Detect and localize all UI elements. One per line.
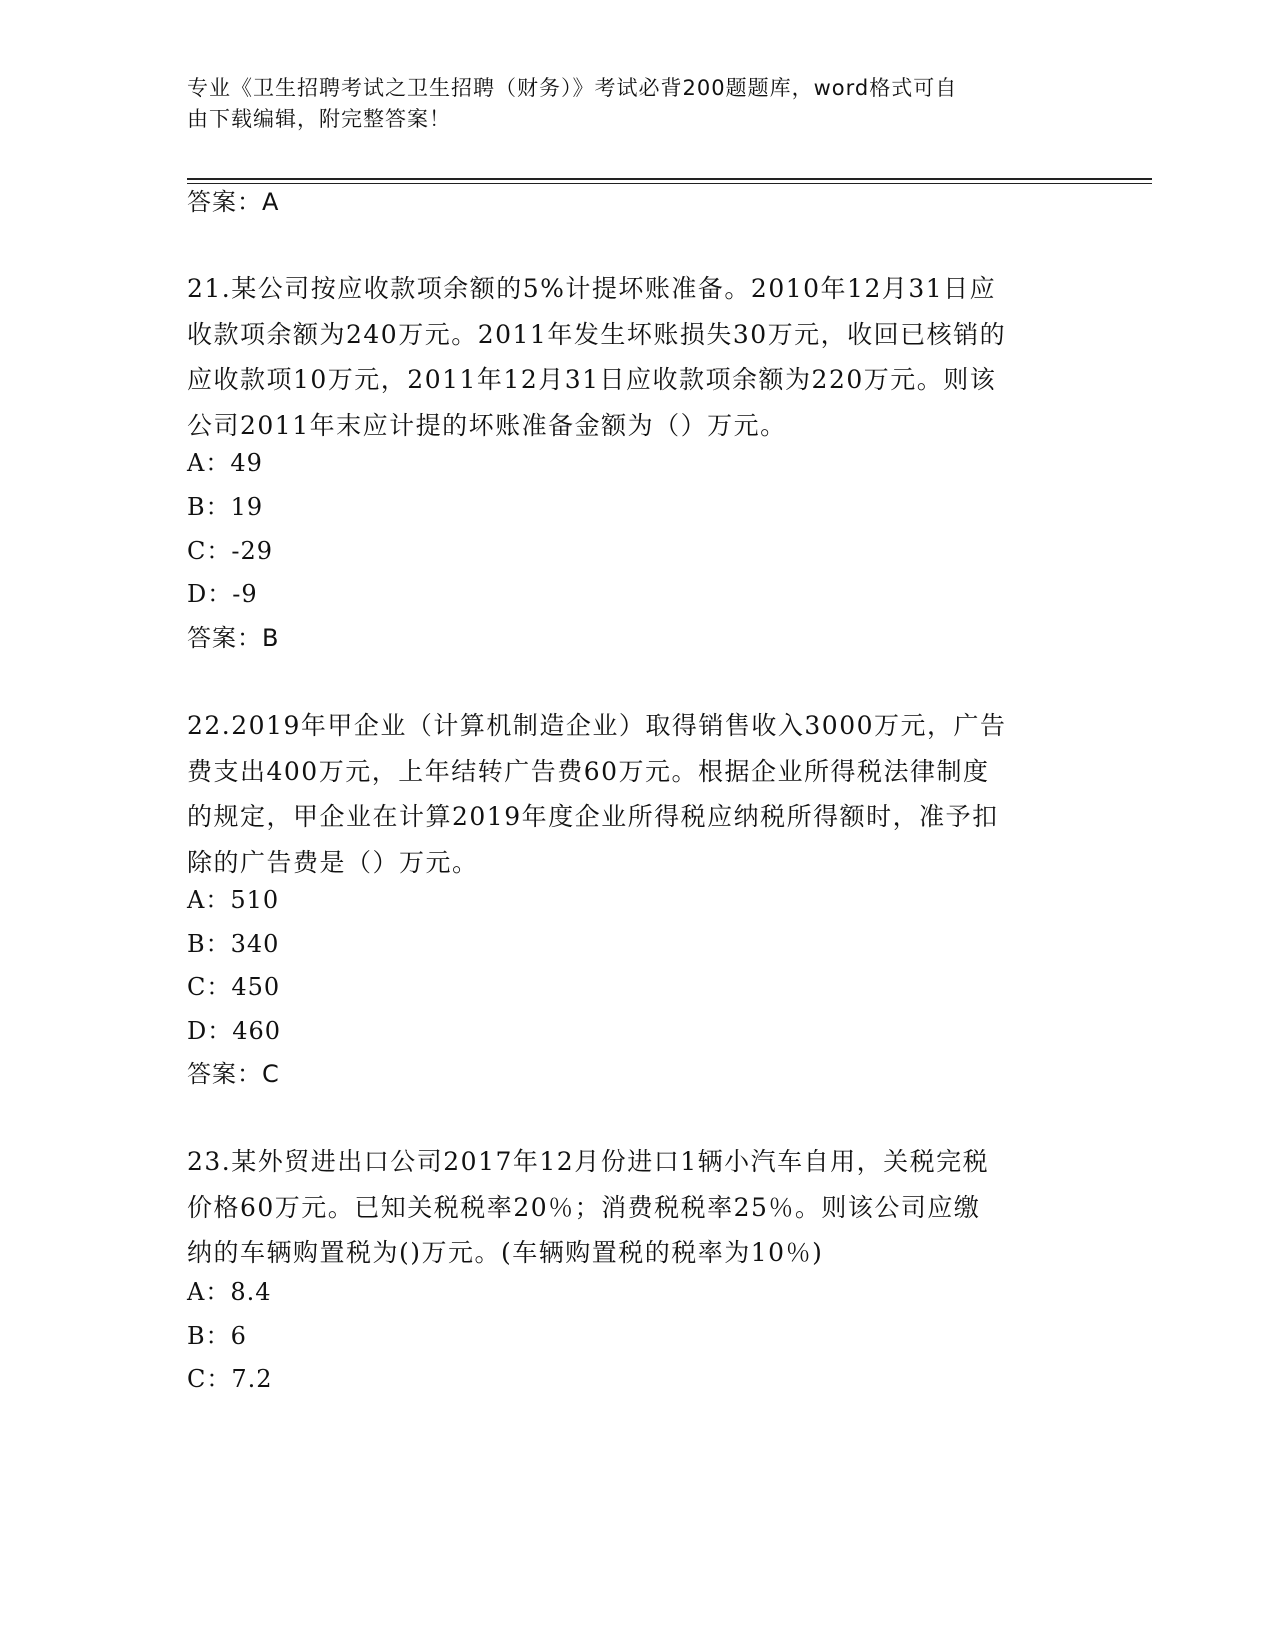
option-a: A：49: [187, 449, 263, 477]
question-line: 应收款项10万元，2011年12月31日应收款项余额为220万元。则该: [187, 365, 997, 394]
option-d: D：460: [187, 1017, 282, 1045]
option-a: A：8.4: [187, 1278, 272, 1306]
question-21: [187, 266, 1087, 448]
header-line: 专业《卫生招聘考试之卫生招聘（财务）》考试必背200题题库，word格式可自: [187, 76, 958, 100]
option-b: B：6: [187, 1322, 247, 1350]
question-line: 21.某公司按应收款项余额的5%计提坏账准备。2010年12月31日应: [187, 274, 997, 303]
option-c: C：7.2: [187, 1365, 273, 1393]
question-line: 22.2019年甲企业（计算机制造企业）取得销售收入3000万元，广告: [187, 711, 1007, 740]
question-line: 23.某外贸进出口公司2017年12月份进口1辆小汽车自用，关税完税: [187, 1147, 990, 1176]
option-b: B：19: [187, 493, 264, 521]
option-a: A：510: [187, 886, 280, 914]
option-c: C：-29: [187, 537, 274, 565]
question-line: 纳的车辆购置税为()万元。(车辆购置税的税率为10％): [187, 1238, 824, 1267]
answer-22: 答案：C: [187, 1060, 280, 1088]
question-line: 收款项余额为240万元。2011年发生坏账损失30万元，收回已核销的: [187, 319, 1007, 349]
answer-21: 答案：B: [187, 624, 280, 652]
document-header: [187, 73, 1067, 135]
question-line: 的规定，甲企业在计算2019年度企业所得税应纳税所得额时，准予扣: [187, 802, 999, 831]
question-23: [187, 1139, 1087, 1276]
answer-prev: 答案：A: [187, 188, 280, 216]
header-line: 由下载编辑，附完整答案！: [187, 107, 451, 131]
question-22: [187, 703, 1087, 885]
question-line: 公司2011年末应计提的坏账准备金额为（）万元。: [187, 410, 787, 440]
option-b: B：340: [187, 930, 280, 958]
question-line: 价格60万元。已知关税税率20％；消费税税率25％。则该公司应缴: [187, 1192, 981, 1222]
option-c: C：450: [187, 973, 281, 1001]
question-line: 除的广告费是（）万元。: [187, 847, 479, 877]
header-rule-thin: [187, 183, 1152, 184]
option-d: D：-9: [187, 580, 258, 608]
question-line: 费支出400万元，上年结转广告费60万元。根据企业所得税法律制度: [187, 756, 990, 786]
header-rule-thick: [187, 178, 1152, 180]
